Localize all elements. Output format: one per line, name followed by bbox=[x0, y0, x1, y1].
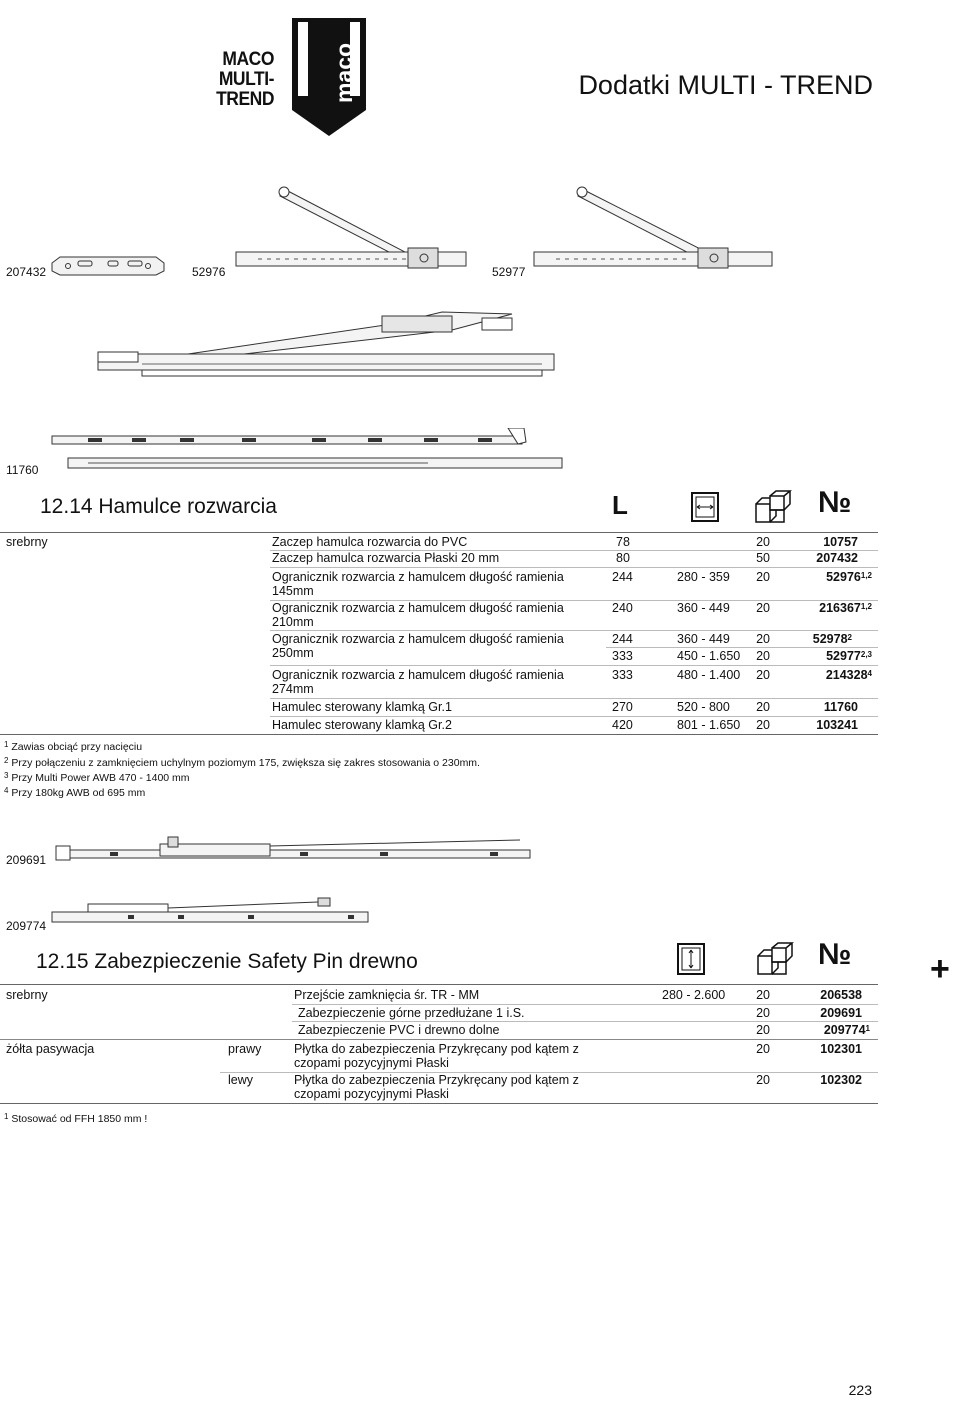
row-pack: 20 bbox=[756, 1006, 770, 1020]
row-line bbox=[270, 665, 878, 666]
row-article bbox=[790, 1024, 870, 1038]
row-desc: Zaczep hamulca rozwarcia do PVC bbox=[272, 535, 468, 549]
color-label: żółta pasywacja bbox=[6, 1042, 95, 1056]
page-number: 223 bbox=[848, 1382, 872, 1398]
row-length: 78 bbox=[616, 535, 630, 549]
row-pack: 20 bbox=[756, 632, 770, 646]
row-article: 11760 bbox=[823, 700, 858, 714]
row-side: prawy bbox=[228, 1042, 262, 1056]
row-desc: Hamulec sterowany klamką Gr.1 bbox=[272, 700, 452, 714]
maco-logo bbox=[292, 18, 366, 136]
row-article: 102302 bbox=[820, 1073, 862, 1087]
footnote-number: 2 bbox=[4, 756, 9, 765]
footnote-ref: 1,2 bbox=[860, 571, 872, 580]
row-range: 360 - 449 bbox=[677, 632, 730, 646]
column-length-header: L bbox=[612, 490, 628, 520]
row-desc: Hamulec sterowany klamką Gr.2 bbox=[272, 718, 452, 732]
caption-52976: 52976 bbox=[192, 265, 226, 279]
row-desc: Ogranicznik rozwarcia z hamulcem długość ramienia bbox=[272, 632, 564, 646]
row-range: 450 - 1.650 bbox=[677, 649, 741, 663]
row-article bbox=[790, 669, 872, 683]
color-label: srebrny bbox=[6, 988, 48, 1002]
sash-width-icon bbox=[690, 491, 720, 523]
footnote-ref: 1,2 bbox=[860, 602, 872, 611]
row-desc: Płytka do zabezpieczenia Przykręcany pod kątem z bbox=[294, 1073, 579, 1087]
footnote-ref: 2 bbox=[847, 633, 852, 642]
row-line bbox=[292, 1004, 878, 1005]
row-line bbox=[270, 716, 878, 717]
footnote-ref: 4 bbox=[867, 669, 872, 678]
row-length: 244 bbox=[612, 632, 633, 646]
footnote-text: Przy Multi Power AWB 470 - 1400 mm bbox=[11, 772, 190, 784]
footnote-ref: 1 bbox=[865, 1024, 870, 1033]
row-pack: 20 bbox=[756, 570, 770, 584]
table-divider bbox=[0, 984, 878, 985]
row-article: 206538 bbox=[820, 988, 862, 1002]
row-length: 240 bbox=[612, 601, 633, 615]
row-desc-continued: czopami pozycyjnymi Płaski bbox=[294, 1087, 449, 1101]
drawing-52977 bbox=[526, 180, 776, 280]
row-length: 333 bbox=[612, 668, 633, 682]
row-pack: 20 bbox=[756, 668, 770, 682]
row-desc-continued: 250mm bbox=[272, 646, 314, 660]
article-number: 214328 bbox=[825, 668, 868, 682]
row-desc: Zaczep hamulca rozwarcia Płaski 20 mm bbox=[272, 551, 500, 565]
row-line bbox=[292, 1021, 878, 1022]
row-desc-continued: czopami pozycyjnymi Płaski bbox=[294, 1056, 449, 1070]
plus-icon: + bbox=[930, 950, 950, 988]
article-number: 52978 bbox=[812, 632, 848, 646]
row-pack: 20 bbox=[756, 601, 770, 615]
footnote-text: Przy 180kg AWB od 695 mm bbox=[11, 787, 146, 799]
row-article: 102301 bbox=[820, 1042, 862, 1056]
footnote bbox=[4, 741, 142, 753]
package-boxes-icon bbox=[756, 942, 794, 976]
footnote bbox=[4, 787, 145, 799]
row-range: 280 - 359 bbox=[677, 570, 730, 584]
row-pack: 20 bbox=[756, 718, 770, 732]
row-pack: 20 bbox=[756, 535, 770, 549]
footnote-number: 1 bbox=[4, 1112, 9, 1121]
row-pack: 20 bbox=[756, 1023, 770, 1037]
footnote-text: Przy połączeniu z zamknięciem uchylnym poziomym 175, zwiększa się zakres stosowania o 230mm. bbox=[11, 757, 480, 769]
row-length: 244 bbox=[612, 570, 633, 584]
drawing-brake-stay bbox=[92, 308, 572, 388]
footnote-number: 3 bbox=[4, 771, 9, 780]
row-desc: Płytka do zabezpieczenia Przykręcany pod kątem z bbox=[294, 1042, 579, 1056]
brand-name bbox=[162, 50, 274, 110]
table-divider bbox=[0, 532, 878, 533]
row-line bbox=[270, 630, 878, 631]
footnote bbox=[4, 1113, 147, 1125]
row-desc-continued: 145mm bbox=[272, 584, 314, 598]
footnote-ref: 2,3 bbox=[860, 650, 872, 659]
caption-11760: 11760 bbox=[6, 463, 39, 477]
row-desc: Przejście zamknięcia śr. TR - MM bbox=[294, 988, 480, 1002]
row-article bbox=[790, 571, 872, 585]
footnote-text: Stosować od FFH 1850 mm ! bbox=[11, 1113, 148, 1125]
row-range: 480 - 1.400 bbox=[677, 668, 741, 682]
caption-209774: 209774 bbox=[6, 919, 47, 933]
row-length: 80 bbox=[616, 551, 630, 565]
row-desc: Ogranicznik rozwarcia z hamulcem długość ramienia bbox=[272, 668, 564, 682]
caption-209691: 209691 bbox=[6, 853, 47, 867]
section-heading-12-15: 12.15 Zabezpieczenie Safety Pin drewno bbox=[36, 950, 418, 973]
footnote-number: 4 bbox=[4, 786, 9, 795]
footnote bbox=[4, 757, 480, 769]
article-number: 52976 bbox=[826, 570, 861, 584]
row-length: 333 bbox=[612, 649, 633, 663]
row-article: 209691 bbox=[820, 1006, 862, 1020]
row-length: 420 bbox=[612, 718, 633, 732]
row-pack: 20 bbox=[756, 700, 770, 714]
package-boxes-icon bbox=[754, 490, 792, 524]
row-desc: Ogranicznik rozwarcia z hamulcem długość ramienia bbox=[272, 570, 564, 584]
row-range: 280 - 2.600 bbox=[662, 988, 726, 1002]
row-desc: Zabezpieczenie górne przedłużane 1 i.S. bbox=[298, 1006, 525, 1020]
row-range: 801 - 1.650 bbox=[677, 718, 741, 732]
row-pack: 20 bbox=[756, 649, 770, 663]
row-side: lewy bbox=[228, 1073, 254, 1087]
article-number: 52977 bbox=[826, 649, 861, 663]
row-range: 360 - 449 bbox=[677, 601, 730, 615]
row-line bbox=[270, 698, 878, 699]
row-article bbox=[790, 633, 852, 647]
row-line bbox=[0, 1039, 878, 1040]
row-article bbox=[790, 650, 872, 664]
drawing-11760 bbox=[48, 428, 568, 478]
section-heading-12-14: 12.14 Hamulce rozwarcia bbox=[40, 495, 277, 518]
row-pack: 50 bbox=[756, 551, 770, 565]
row-desc-continued: 274mm bbox=[272, 682, 314, 696]
table-bottom-rule bbox=[0, 1103, 878, 1104]
logo-text: maco bbox=[331, 42, 357, 104]
drawing-209774 bbox=[48, 896, 378, 928]
row-length: 270 bbox=[612, 700, 633, 714]
article-number: 216367 bbox=[819, 601, 861, 615]
row-range: 520 - 800 bbox=[677, 700, 730, 714]
brand-line-1: MACO bbox=[222, 49, 274, 70]
article-number: 209774 bbox=[823, 1023, 866, 1037]
footnote bbox=[4, 772, 190, 784]
row-desc-continued: 210mm bbox=[272, 615, 314, 629]
caption-52977: 52977 bbox=[492, 265, 526, 279]
column-article-number-header: № bbox=[818, 938, 852, 971]
brand-line-2: MULTI-TREND bbox=[216, 69, 274, 110]
sash-height-icon bbox=[676, 942, 706, 976]
page-title: Dodatki MULTI - TREND bbox=[578, 70, 873, 100]
caption-207432: 207432 bbox=[6, 265, 47, 279]
color-label: srebrny bbox=[6, 535, 48, 549]
table-bottom-rule bbox=[0, 734, 878, 735]
row-article: 207432 bbox=[816, 551, 858, 565]
row-article bbox=[790, 602, 872, 616]
row-pack: 20 bbox=[756, 988, 770, 1002]
row-article: 10757 bbox=[823, 535, 858, 549]
row-line bbox=[606, 647, 878, 648]
row-desc: Ogranicznik rozwarcia z hamulcem długość ramienia bbox=[272, 601, 564, 615]
drawing-209691 bbox=[50, 834, 540, 866]
drawing-207432 bbox=[48, 255, 168, 277]
footnote-number: 1 bbox=[4, 740, 9, 749]
drawing-52976 bbox=[228, 180, 478, 280]
row-pack: 20 bbox=[756, 1073, 770, 1087]
row-desc: Zabezpieczenie PVC i drewno dolne bbox=[298, 1023, 500, 1037]
row-pack: 20 bbox=[756, 1042, 770, 1056]
row-article: 103241 bbox=[816, 718, 858, 732]
column-article-number-header: № bbox=[818, 486, 852, 519]
footnote-text: Zawias obciąć przy nacięciu bbox=[11, 741, 143, 753]
row-line bbox=[270, 567, 878, 568]
